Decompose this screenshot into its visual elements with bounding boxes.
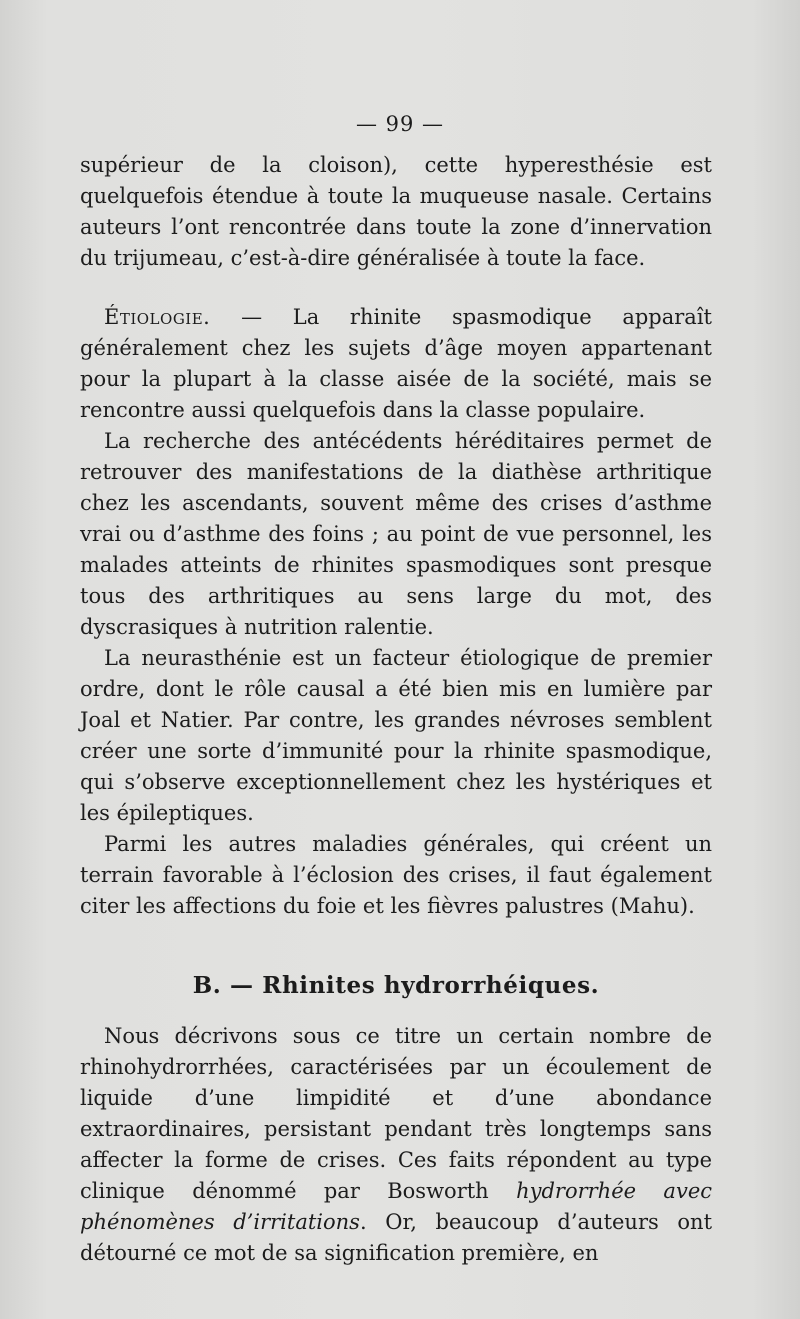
italic-term: hydrorrhée avec phénomènes d’irritations bbox=[80, 1179, 713, 1234]
paragraph: La neurasthénie est un facteur étiologique de premier ordre, dont le rôle causal a été bien mis en lumière par Joal et Natier. Par contre, les grandes névroses semblent créer une sorte d’immunité pour la rhinite spasmodique, qui s’observe exceptionnellement chez les hystériques et les épileptiques. bbox=[80, 646, 712, 825]
paragraph: Parmi les autres maladies générales, qui créent un terrain favorable à l’éclosion des crises, il faut également citer les affections du foie et les fièvres palustres (Mahu). bbox=[80, 832, 712, 918]
etiologie-text: — La rhinite spasmodique apparaît généralement chez les sujets d’âge moyen appartenant pour la plupart à la classe aisée de la société, mais se rencontre aussi quelquefois dans la classe populaire. bbox=[80, 305, 712, 422]
paragraph: La recherche des antécédents héréditaires permet de retrouver des manifestations de la diathèse arthritique chez les ascendants, souvent même des crises d’asthme vrai ou d’asthme des foins ; au point de vue personnel, les malades atteints de rhinites spasmodiques sont presque tous des arthritiques au sens large du mot, des dyscrasiques à nutrition ralentie. bbox=[80, 429, 712, 639]
section-heading: B. — Rhinites hydrorrhéiques. bbox=[192, 972, 600, 999]
page-body bbox=[80, 150, 712, 1269]
page-number: — 99 — bbox=[355, 112, 445, 136]
etiologie-heading: Étiologie. bbox=[104, 305, 211, 329]
paragraph-text: Ces faits répondent au type clinique dénommé par Bosworth bbox=[80, 1148, 712, 1203]
paragraph-etiologie bbox=[80, 302, 712, 426]
paragraph-text: . Or, beaucoup d’auteurs ont détourné ce mot de sa signification première, en bbox=[80, 1210, 713, 1265]
paragraph: supérieur de la cloison), cette hyperesthésie est quelquefois étendue à toute la muqueuse nasale. Certains auteurs l’ont rencontrée dans toute la zone d’innervation du trijumeau, c’est-à-dire généralisée à toute la face. bbox=[80, 153, 712, 270]
paragraph-text: Nous décrivons sous ce titre un certain nombre de rhinohydrorrhées, caractérisées par un écoulement de liquide d’une limpidité et d’une abondance extraordinaires, persistant pendant très longtemps sans affecter la forme de crises. bbox=[80, 1024, 712, 1172]
paragraph bbox=[80, 1021, 712, 1269]
